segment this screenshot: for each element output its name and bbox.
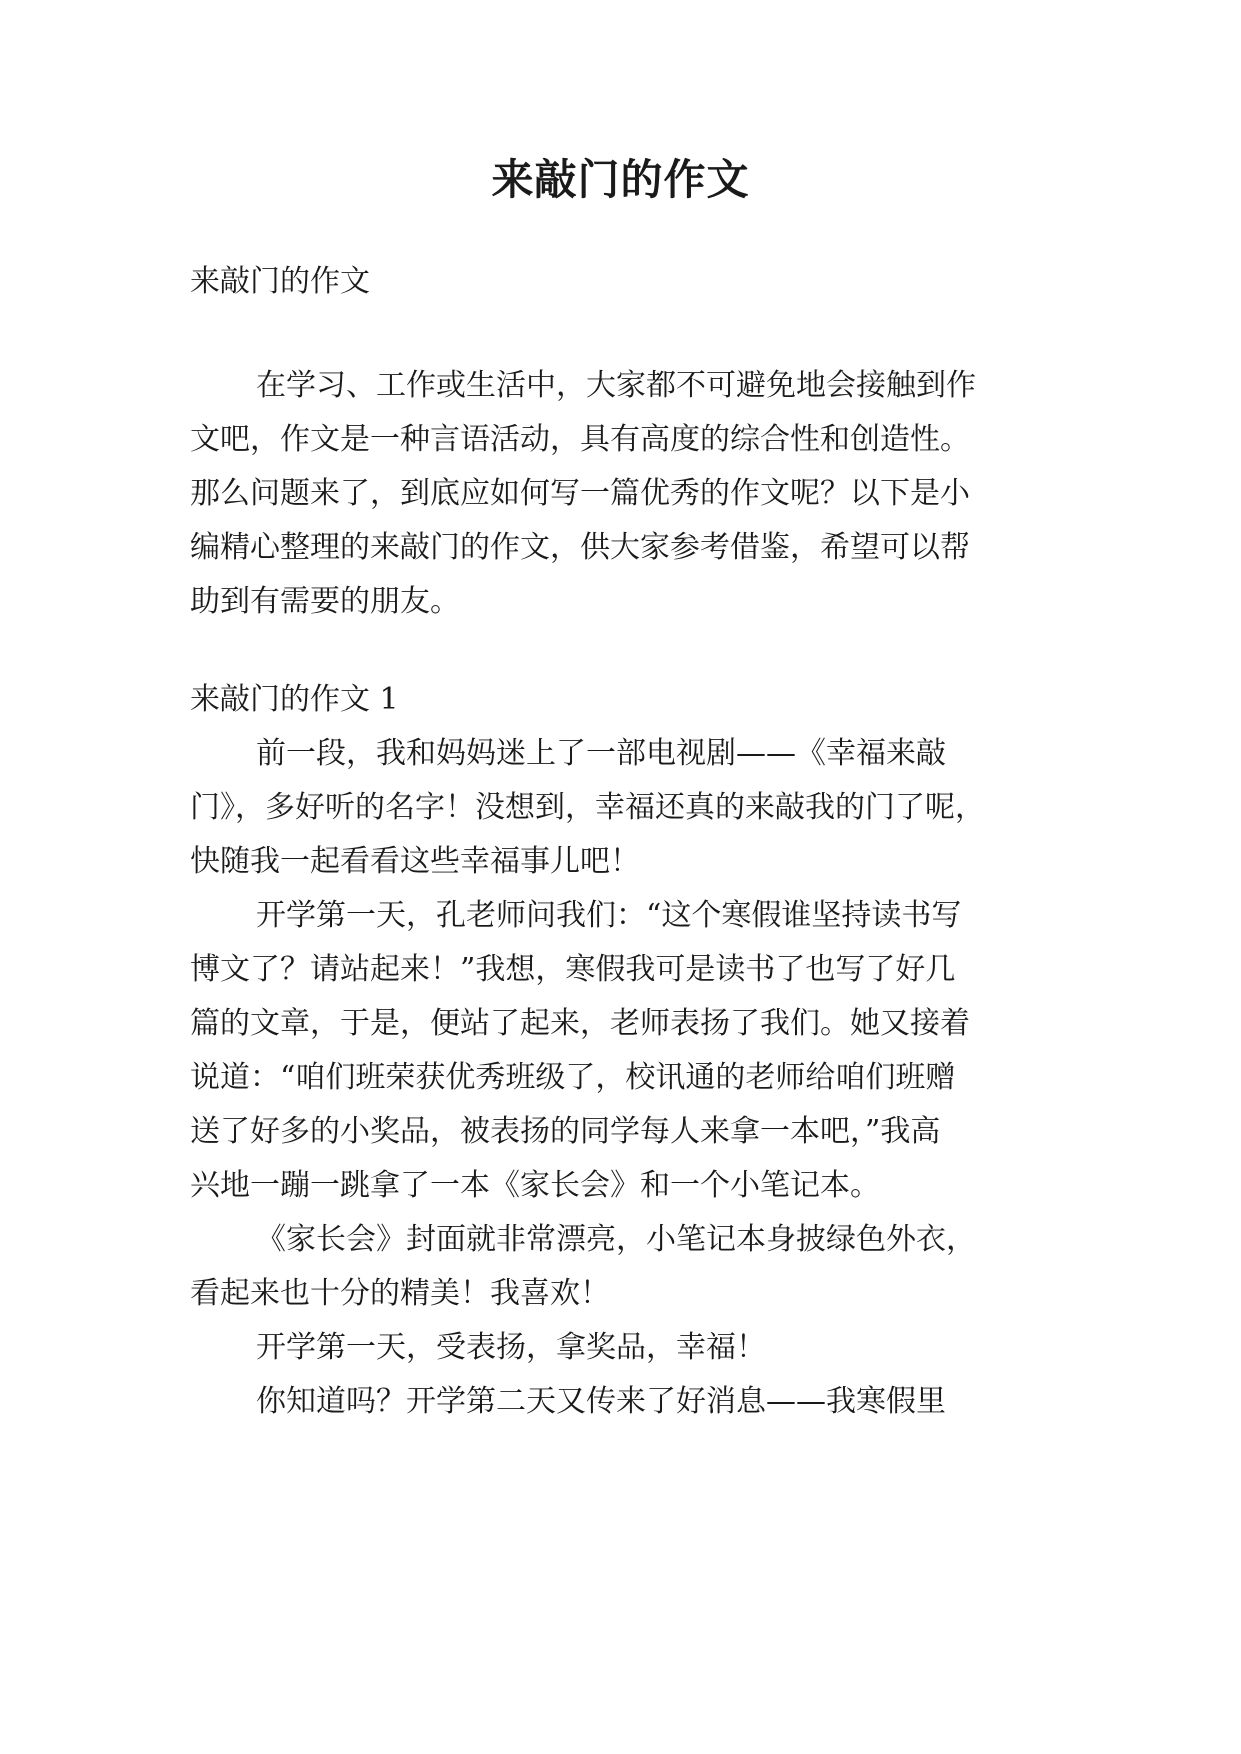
body-line: 看起来也十分的精美！我喜欢！ <box>190 1276 610 1311</box>
body-line: 博文了？请站起来！”我想，寒假我可是读书了也写了好几 <box>190 952 956 987</box>
document-title: 来敲门的作文 <box>491 155 750 204</box>
body-line: 你知道吗？开学第二天又传来了好消息——我寒假里 <box>256 1384 946 1419</box>
body-line: 开学第一天，孔老师问我们：“这个寒假谁坚持读书写 <box>256 898 962 933</box>
body-line: 前一段，我和妈妈迷上了一部电视剧——《幸福来敲 <box>256 736 946 771</box>
section-heading: 来敲门的作文 1 <box>190 682 399 717</box>
body-line: 快随我一起看看这些幸福事儿吧！ <box>190 844 640 879</box>
body-line: 《家长会》封面就非常漂亮，小笔记本身披绿色外衣， <box>256 1222 976 1257</box>
body-line: 送了好多的小奖品，被表扬的同学每人来拿一本吧，”我高 <box>190 1114 941 1149</box>
intro-line: 助到有需要的朋友。 <box>190 584 460 619</box>
body-line: 兴地一蹦一跳拿了一本《家长会》和一个小笔记本。 <box>190 1168 880 1203</box>
body-line: 说道：“咱们班荣获优秀班级了，校讯通的老师给咱们班赠 <box>190 1060 956 1095</box>
body-line: 篇的文章，于是，便站了起来，老师表扬了我们。她又接着 <box>190 1006 970 1041</box>
body-line: 门》，多好听的名字！没想到，幸福还真的来敲我的门了呢， <box>190 790 985 825</box>
intro-line: 在学习、工作或生活中，大家都不可避免地会接触到作 <box>256 368 976 403</box>
intro-line: 编精心整理的来敲门的作文，供大家参考借鉴，希望可以帮 <box>190 530 970 565</box>
subtitle: 来敲门的作文 <box>190 264 370 299</box>
intro-line: 那么问题来了，到底应如何写一篇优秀的作文呢？以下是小 <box>190 476 970 511</box>
intro-line: 文吧，作文是一种言语活动，具有高度的综合性和创造性。 <box>190 422 970 457</box>
body-line: 开学第一天，受表扬，拿奖品，幸福！ <box>256 1330 766 1365</box>
